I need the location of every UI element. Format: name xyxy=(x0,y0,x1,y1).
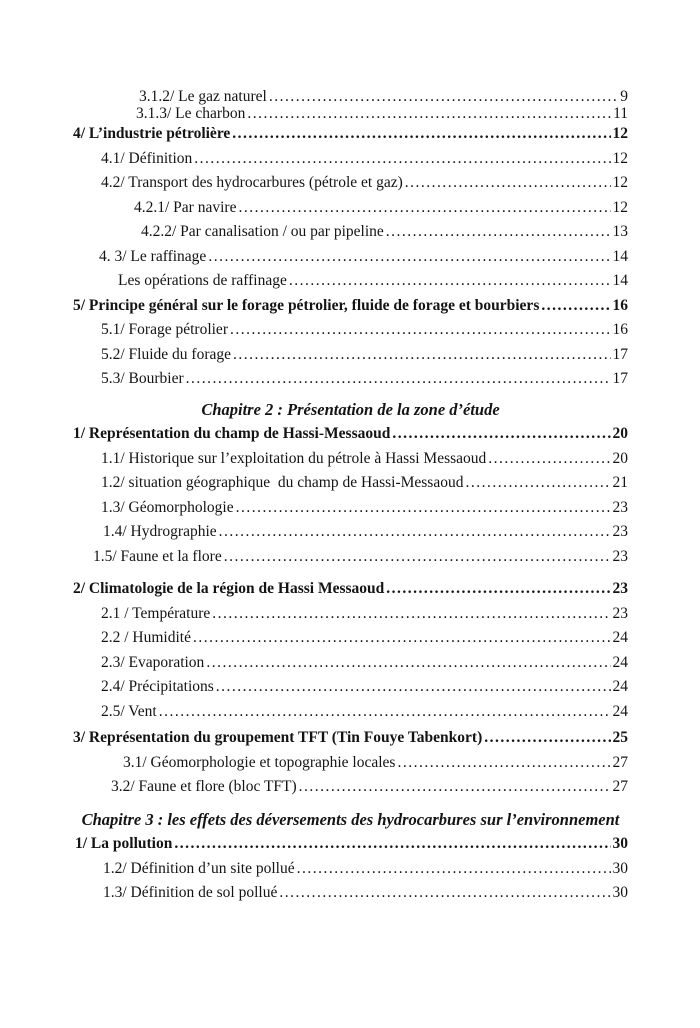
dot-leader xyxy=(219,520,611,545)
chapter-heading xyxy=(73,398,628,423)
toc-entry xyxy=(73,602,628,627)
toc-entry-page-number: 23 xyxy=(612,547,628,565)
dot-leader xyxy=(238,196,610,221)
dot-leader xyxy=(405,171,611,196)
toc-entry xyxy=(73,775,628,800)
toc-entry-page-number: 30 xyxy=(612,835,628,852)
toc-entry-label: 2.5/ Vent xyxy=(101,702,157,720)
toc-entry xyxy=(73,343,628,368)
toc-entry-label: 1.5/ Faune et la flore xyxy=(93,547,222,565)
toc-entry-label: 5.3/ Bourbier xyxy=(101,370,184,387)
toc-entry-label: 4.1/ Définition xyxy=(101,149,193,167)
toc-entry-page-number: 23 xyxy=(612,498,628,516)
dot-leader xyxy=(193,626,611,651)
toc-entry xyxy=(73,545,628,570)
dot-leader xyxy=(232,122,610,147)
toc-entry-label: 3.1.3/ Le charbon xyxy=(136,105,246,122)
toc-entry xyxy=(73,675,628,700)
toc-entry xyxy=(73,367,628,392)
toc-entry-page-number: 23 xyxy=(612,604,628,622)
dot-leader xyxy=(174,832,610,857)
toc-entry-label: 1.3/ Géomorphologie xyxy=(101,498,234,516)
toc-entry-page-number: 24 xyxy=(612,678,628,695)
toc-entry-page-number: 14 xyxy=(612,247,628,265)
dot-leader xyxy=(186,367,611,392)
toc-entry-page-number: 23 xyxy=(612,580,628,597)
dot-leader xyxy=(233,343,610,368)
dot-leader xyxy=(224,545,611,570)
toc-entry-page-number: 24 xyxy=(612,629,628,646)
dot-leader xyxy=(247,105,611,122)
chapter-title: Chapitre 2 : Présentation de la zone d’étude xyxy=(201,399,500,419)
toc-entry xyxy=(73,88,628,105)
toc-entry-page-number: 13 xyxy=(612,223,628,240)
toc-entry-label: 5.2/ Fluide du forage xyxy=(101,345,232,363)
dot-leader xyxy=(216,675,611,700)
toc-entry-label: 4.2/ Transport des hydrocarbures (pétrole et gaz) xyxy=(101,174,403,191)
toc-entry xyxy=(73,496,628,521)
toc-entry-label: 4. 3/ Le raffinage xyxy=(99,247,207,265)
toc-entry xyxy=(73,220,628,245)
dot-leader xyxy=(484,726,610,751)
dot-leader xyxy=(397,751,610,776)
toc-entry xyxy=(73,245,628,270)
toc-entry xyxy=(73,626,628,651)
toc-entry xyxy=(73,857,628,882)
toc-entry xyxy=(73,171,628,196)
dot-leader xyxy=(230,318,611,343)
dot-leader xyxy=(236,496,611,521)
toc-entry xyxy=(73,447,628,472)
toc-entry-label: 1/ Représentation du champ de Hassi-Messaoud xyxy=(73,425,391,442)
toc-entry-page-number: 24 xyxy=(612,702,628,720)
toc-entry-label: 1.1/ Historique sur l’exploitation du pétrole à Hassi Messaoud xyxy=(101,449,487,467)
toc-entry-page-number: 14 xyxy=(612,272,628,289)
dot-leader xyxy=(206,651,610,676)
toc-entry-label: 1.3/ Définition de sol pollué xyxy=(103,884,278,901)
toc-entry xyxy=(73,269,628,294)
toc-entry-page-number: 27 xyxy=(612,753,628,771)
dot-leader xyxy=(269,88,618,105)
dot-leader xyxy=(488,447,610,472)
dot-leader xyxy=(386,220,611,245)
toc-entry-label: 4.2.1/ Par navire xyxy=(134,198,237,216)
dot-leader xyxy=(465,471,610,496)
toc-entry-page-number: 12 xyxy=(612,125,628,142)
toc-entry-label: Les opérations de raffinage xyxy=(118,272,287,289)
toc-entry xyxy=(73,294,628,319)
dot-leader xyxy=(279,881,610,906)
toc-entry-page-number: 16 xyxy=(612,296,628,314)
toc-entry-page-number: 17 xyxy=(612,370,628,387)
toc-entry-page-number: 23 xyxy=(612,523,628,540)
toc-entry xyxy=(73,318,628,343)
toc-entry-label: 1.2/ Définition d’un site pollué xyxy=(103,859,295,877)
toc-entry-label: 3.2/ Faune et flore (bloc TFT) xyxy=(111,778,297,795)
toc-entry-label: 2.1 / Température xyxy=(101,604,211,622)
dot-leader xyxy=(194,147,610,172)
toc-entry-page-number: 11 xyxy=(613,105,628,122)
toc-list xyxy=(73,88,628,906)
chapter-heading xyxy=(73,808,628,833)
toc-entry-label: 2/ Climatologie de la région de Hassi Messaoud xyxy=(73,580,385,597)
toc-entry xyxy=(73,147,628,172)
toc-entry xyxy=(73,122,628,147)
toc-entry-page-number: 27 xyxy=(612,778,628,795)
toc-entry-label: 1.2/ situation géographique du champ de Hassi-Messaoud xyxy=(101,474,464,491)
toc-entry xyxy=(73,105,628,122)
toc-entry-page-number: 30 xyxy=(612,884,628,901)
toc-entry-label: 2.3/ Evaporation xyxy=(101,653,205,671)
toc-entry-label: 2.2 / Humidité xyxy=(101,629,191,646)
toc-entry-page-number: 24 xyxy=(612,653,628,671)
toc-entry xyxy=(73,422,628,447)
toc-entry-label: 3/ Représentation du groupement TFT (Tin Fouye Tabenkort) xyxy=(73,729,483,746)
toc-entry-page-number: 20 xyxy=(612,449,628,467)
dot-leader xyxy=(289,269,611,294)
dot-leader xyxy=(541,294,610,319)
chapter-title: Chapitre 3 : les effets des déversements des hydrocarbures sur l’environnement xyxy=(81,809,620,829)
toc-entry-page-number: 17 xyxy=(612,345,628,363)
toc-entry xyxy=(73,700,628,725)
toc-entry xyxy=(73,471,628,496)
toc-entry xyxy=(73,196,628,221)
toc-entry-label: 2.4/ Précipitations xyxy=(101,678,214,695)
toc-entry-page-number: 30 xyxy=(612,859,628,877)
toc-entry xyxy=(73,832,628,857)
toc-entry xyxy=(73,520,628,545)
dot-leader xyxy=(297,857,611,882)
toc-entry-page-number: 16 xyxy=(612,321,628,338)
toc-entry-page-number: 20 xyxy=(612,425,628,442)
toc-entry xyxy=(73,751,628,776)
dot-leader xyxy=(159,700,611,725)
dot-leader xyxy=(392,422,610,447)
toc-entry-page-number: 9 xyxy=(620,88,628,105)
toc-entry xyxy=(73,651,628,676)
toc-entry-label: 1/ La pollution xyxy=(75,835,173,852)
toc-entry-page-number: 12 xyxy=(612,198,628,216)
toc-entry xyxy=(73,881,628,906)
toc-entry-page-number: 12 xyxy=(612,174,628,191)
dot-leader xyxy=(208,245,610,270)
toc-entry-page-number: 21 xyxy=(612,474,628,491)
toc-entry-label: 3.1/ Géomorphologie et topographie locales xyxy=(123,753,396,771)
toc-entry xyxy=(73,726,628,751)
toc-entry-label: 3.1.2/ Le gaz naturel xyxy=(139,88,267,105)
toc-entry-label: 1.4/ Hydrographie xyxy=(103,523,217,540)
dot-leader xyxy=(299,775,611,800)
toc-entry xyxy=(73,577,628,602)
toc-entry-label: 5.1/ Forage pétrolier xyxy=(101,321,228,338)
dot-leader xyxy=(386,577,610,602)
toc-entry-label: 5/ Principe général sur le forage pétrolier, fluide de forage et bourbiers xyxy=(73,296,540,314)
dot-leader xyxy=(212,602,610,627)
toc-entry-page-number: 12 xyxy=(612,149,628,167)
toc-entry-page-number: 25 xyxy=(612,729,628,746)
toc-entry-label: 4/ L’industrie pétrolière xyxy=(73,125,231,142)
toc-entry-label: 4.2.2/ Par canalisation / ou par pipeline xyxy=(141,223,384,240)
